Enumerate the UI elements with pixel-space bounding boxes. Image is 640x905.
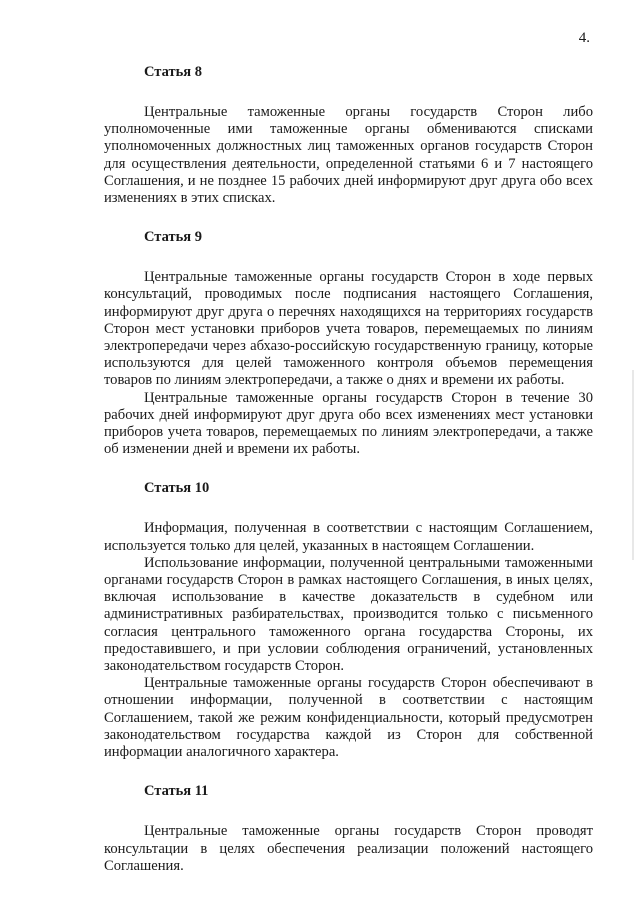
- article-paragraph: Информация, полученная в соответствии с настоящим Соглашением, используется только для целей, указанных в настоящем Соглашении.: [104, 520, 593, 554]
- article-paragraph: Центральные таможенные органы государств Сторон в ходе первых консультаций, проводимых после подписания настоящего Соглашения, информируют друг друга о перечнях находящихся на территориях государств Сторон мест установки приборов учета товаров, перемещаемых по линиям электропередачи через абхазо-российскую государственную границу, которые используются для целей таможенного контроля объемов перемещения товаров по линиям электропередачи, а также о днях и времени их работы.: [104, 269, 593, 389]
- scan-fold-mark: [632, 370, 634, 560]
- article-heading: Статья 8: [144, 64, 202, 80]
- article-heading: Статья 11: [144, 783, 209, 800]
- article-paragraph: Центральные таможенные органы государств Сторон проводят консультации в целях обеспечения реализации положений настоящего Соглашения.: [104, 823, 593, 874]
- article-paragraph: Центральные таможенные органы государств Сторон обеспечивают в отношении информации, полученной в соответствии с настоящим Соглашением, такой же режим конфиденциальности, который предусмотрен законодательством государства каждой из Сторон для собственной информации аналогичного характера.: [104, 675, 593, 761]
- article-10: [104, 478, 593, 761]
- article-paragraph: Центральные таможенные органы государств Сторон либо уполномоченные ими таможенные органы обмениваются списками уполномоченных должностных лиц таможенных органов государств Сторон для осуществления деятельности, определенной статьями 6 и 7 настоящего Соглашения, и не позднее 15 рабочих дней информируют друг друга обо всех изменениях в этих списках.: [104, 104, 593, 207]
- article-9: [104, 227, 593, 458]
- article-11: [104, 781, 593, 875]
- document-body: [104, 62, 593, 875]
- article-paragraph: Центральные таможенные органы государств Сторон в течение 30 рабочих дней информируют друг друга обо всех изменениях мест установки приборов учета товаров, перемещаемых по линиям электропередачи, а также об изменении дней и времени их работы.: [104, 389, 593, 458]
- article-paragraph: Использование информации, полученной центральными таможенными органами государств Сторон в рамках настоящего Соглашения, в иных целях, включая использование в качестве доказательств в судебном или административных разбирательствах, производится только с письменного согласия центрального таможенного органа государства Стороны, их предоставившего, и при условии соблюдения ограничений, установленных законодательством государств Сторон.: [104, 554, 593, 675]
- article-heading: Статья 10: [144, 480, 210, 497]
- article-8: [104, 62, 593, 207]
- page-number: 4.: [578, 30, 590, 46]
- article-heading: Статья 9: [144, 229, 202, 246]
